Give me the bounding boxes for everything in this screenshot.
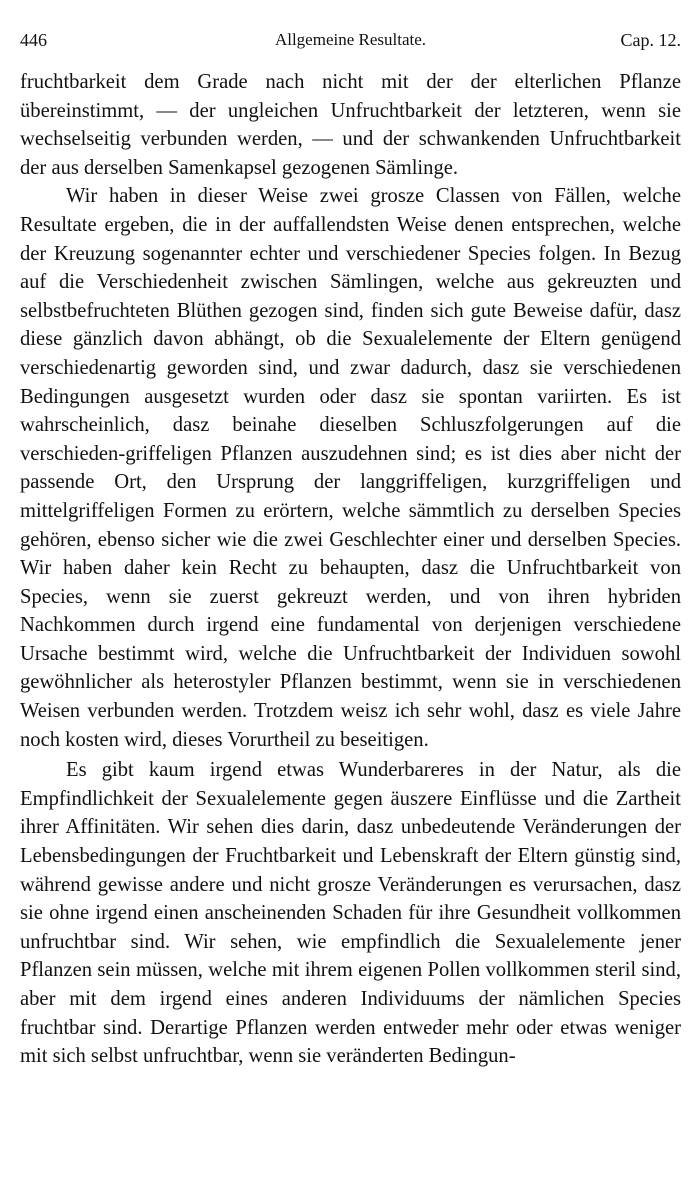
- running-title: Allgemeine Resultate.: [274, 30, 427, 49]
- running-header: [20, 24, 681, 68]
- paragraph: Wir haben in dieser Weise zwei grosze Classen von Fällen, welche Resultate ergeben, die in der auffallendsten Weise denen entsprechen, welche der Kreuzung sogenannter echter und verschiedener Species folgen. In Bezug auf die Verschiedenheit zwischen Sämlingen, welche aus gekreuzten und selbstbefruchteten Blüthen gezogen sind, finden sich gute Beweise dafür, dasz diese gänzlich davon abhängt, ob die Sexualelemente der Eltern genügend verschiedenartig geworden sind, und zwar dadurch, dasz sie verschiedenen Bedingungen ausgesetzt wurden oder dasz sie spontan variirten. Es ist wahrscheinlich, dasz beinahe dieselben Schluszfolgerungen auf die verschieden-griffeligen Pflanzen auszudehnen sind; es ist dies aber nicht der passende Ort, den Ursprung der langgriffeligen, kurzgriffeligen und mittelgriffeligen Formen zu erörtern, welche sämmtlich zu derselben Species gehören, ebenso sicher wie die zwei Geschlechter einer und derselben Species. Wir haben daher kein Recht zu behaupten, dasz die Unfruchtbarkeit von Species, wenn sie zuerst gekreuzt werden, und von ihren hybriden Nachkommen durch irgend eine fundamental von derjenigen verschiedene Ursache bestimmt wird, welche die Unfruchtbarkeit der Individuen sowohl gewöhnlicher als heterostyler Pflanzen bestimmt, wenn sie in verschiedenen Weisen verbunden werden. Trotzdem weisz ich sehr wohl, dasz es viele Jahre noch kosten wird, dieses Vorurtheil zu beseitigen.: [20, 185, 681, 751]
- paragraph-continuation: fruchtbarkeit dem Grade nach nicht mit der der elterlichen Pflanze übereinstimmt, — der ungleichen Unfruchtbarkeit der letzteren, wenn sie wechselseitig verbunden werden, — und der schwankenden Unfruchtbarkeit der aus derselben Samenkapsel gezogenen Sämlinge.: [20, 71, 681, 179]
- chapter-label: Cap. 12.: [620, 30, 681, 50]
- page-number: 446: [20, 30, 47, 50]
- paragraph: Es gibt kaum irgend etwas Wunderbareres in der Natur, als die Empfindlichkeit der Sexualelemente gegen äuszere Einflüsse und die Zartheit ihrer Affinitäten. Wir sehen dies darin, dasz unbedeutende Veränderungen der Lebensbedingungen der Fruchtbarkeit und Lebenskraft der Eltern günstig sind, während gewisse andere und nicht grosze Veränderungen es verursachen, dasz sie ohne irgend einen anscheinenden Schaden für ihre Gesundheit vollkommen unfruchtbar sind. Wir sehen, wie empfindlich die Sexualelemente jener Pflanzen sein müssen, welche mit ihrem eigenen Pollen vollkommen steril sind, aber mit dem irgend eines anderen Individuums der nämlichen Species fruchtbar sind. Derartige Pflanzen werden entweder mehr oder etwas weniger mit sich selbst unfruchtbar, wenn sie veränderten Bedingun-: [20, 759, 681, 1068]
- text-body: [20, 68, 681, 1071]
